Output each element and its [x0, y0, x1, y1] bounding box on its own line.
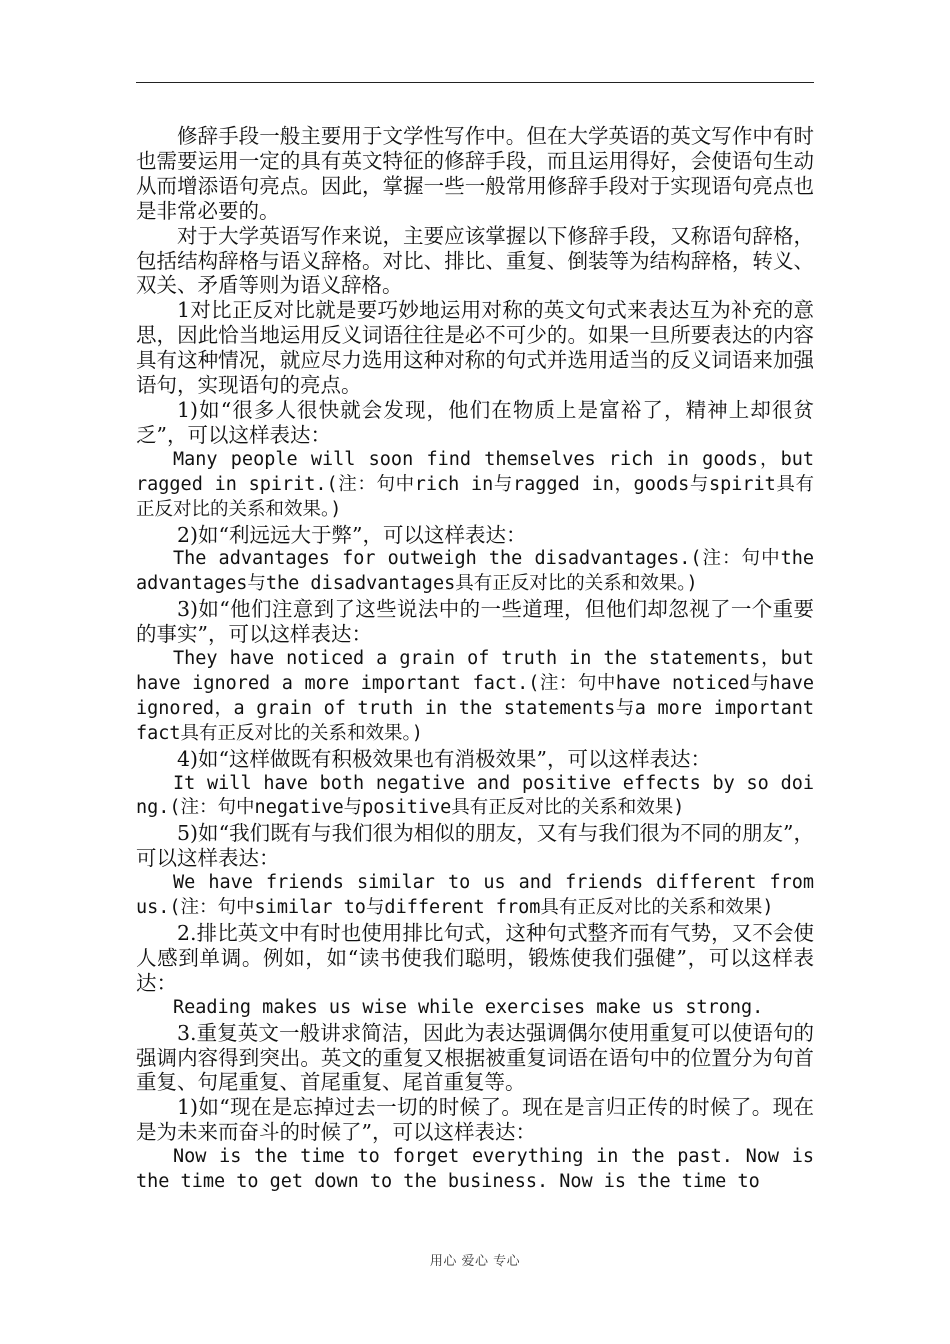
english-example-paragraph: The advantages for outweigh the disadvantages.(注：句中the advantages与the disadvantages具有正反对比的关系和效果。) — [136, 548, 814, 595]
page-footer: 用心 爱心 专心 — [429, 1254, 521, 1269]
english-example-paragraph: We have friends similar to us and friends different from us.(注：句中similar to与different from具有正反对比的关系和效果) — [136, 872, 814, 919]
paragraph: 1对比正反对比就是要巧妙地运用对称的英文句式来表达互为补充的意思，因此恰当地运用反义词语往往是必不可少的。如果一旦所要表达的内容具有这种情况，就应尽力选用这种对称的句式并选用适当的反义词语来加强语句，实现语句的亮点。 — [136, 298, 814, 398]
paragraph: 2)如“利远远大于弊”，可以这样表达： — [177, 522, 527, 547]
paragraph: 1)如“现在是忘掉过去一切的时候了。现在是言归正传的时候了。现在是为未来而奋斗的时候了”，可以这样表达： — [136, 1095, 814, 1145]
paragraph: 2.排比英文中有时也使用排比句式，这种句式整齐而有气势，又不会使人感到单调。例如，如“读书使我们聪明，锻炼使我们强健”，可以这样表达： — [136, 921, 814, 995]
paragraph: 1)如“很多人很快就会发现，他们在物质上是富裕了，精神上却很贫乏”，可以这样表达： — [136, 397, 814, 447]
paragraph: 5)如“我们既有与我们很为相似的朋友，又有与我们很为不同的朋友”，可以这样表达： — [136, 821, 814, 871]
english-example-paragraph: Reading makes us wise while exercises make us strong. — [173, 996, 764, 1018]
paragraph: 4)如“这样做既有积极效果也有消极效果”，可以这样表达： — [177, 746, 711, 771]
paragraph: 修辞手段一般主要用于文学性写作中。但在大学英语的英文写作中有时也需要运用一定的具有英文特征的修辞手段，而且运用得好，会使语句生动从而增添语句亮点。因此，掌握一些一般常用修辞手段对于实现语句亮点也是非常必要的。 — [136, 124, 814, 223]
paragraph: 3.重复英文一般讲求简洁，因此为表达强调偶尔使用重复可以使语句的强调内容得到突出。英文的重复又根据被重复词语在语句中的位置分为句首重复、句尾重复、首尾重复、尾首重复等。 — [136, 1020, 814, 1095]
header-rule — [136, 82, 814, 83]
english-example-paragraph: Now is the time to forget everything in the past. Now is the time to get down to the business. Now is the time to — [136, 1146, 814, 1193]
english-example-paragraph: They have noticed a grain of truth in the statements，but have ignored a more important fact.(注：句中have noticed与have ignored，a grain of truth in the statements与a more important fact具有正反对比的关系和效果。) — [136, 648, 814, 744]
paragraph: 3)如“他们注意到了这些说法中的一些道理，但他们却忽视了一个重要的事实”，可以这样表达： — [136, 597, 814, 647]
paragraph: 对于大学英语写作来说，主要应该掌握以下修辞手段，又称语句辞格，包括结构辞格与语义辞格。对比、排比、重复、倒装等为结构辞格，转义、双关、矛盾等则为语义辞格。 — [136, 223, 814, 298]
english-example-paragraph: Many people will soon find themselves rich in goods，but ragged in spirit.(注：句中rich in与ragged in，goods与spirit具有正反对比的关系和效果。) — [136, 448, 814, 520]
english-example-paragraph: It will have both negative and positive effects by so doing.(注：句中negative与positive具有正反对比的关系和效果) — [136, 772, 814, 819]
document-body — [136, 124, 814, 1195]
